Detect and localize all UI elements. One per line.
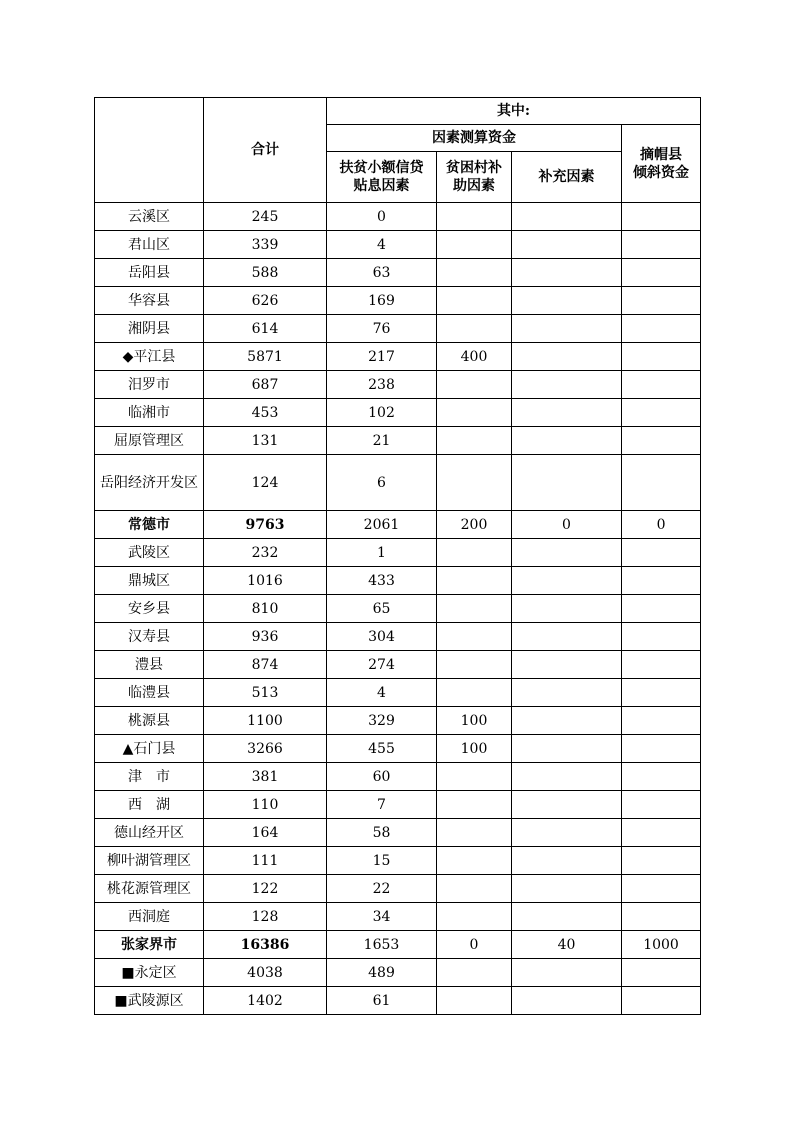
- cell-loan: 238: [327, 371, 437, 399]
- cell-village: [437, 259, 512, 287]
- table-row: [95, 959, 701, 987]
- cell-tilt: [622, 595, 701, 623]
- cell-name: ■武陵源区: [95, 987, 204, 1015]
- table-row: [95, 287, 701, 315]
- table-row: [95, 987, 701, 1015]
- cell-village: [437, 903, 512, 931]
- cell-total: 614: [204, 315, 327, 343]
- cell-name: 临澧县: [95, 679, 204, 707]
- header-village-line1: 贫困村补: [446, 160, 502, 176]
- cell-village: [437, 959, 512, 987]
- table-row: [95, 567, 701, 595]
- cell-loan: 1: [327, 539, 437, 567]
- table-row: [95, 651, 701, 679]
- cell-tilt: [622, 875, 701, 903]
- cell-loan: 60: [327, 763, 437, 791]
- cell-tilt: [622, 203, 701, 231]
- cell-tilt: [622, 371, 701, 399]
- cell-tilt: [622, 903, 701, 931]
- cell-village: [437, 847, 512, 875]
- cell-tilt: [622, 427, 701, 455]
- cell-loan: 58: [327, 819, 437, 847]
- cell-name: 岳阳县: [95, 259, 204, 287]
- header-loan-factor: [327, 152, 437, 203]
- cell-name: 屈原管理区: [95, 427, 204, 455]
- cell-village: [437, 651, 512, 679]
- cell-supplement: [512, 651, 622, 679]
- cell-village: 0: [437, 931, 512, 959]
- cell-name: 桃源县: [95, 707, 204, 735]
- cell-supplement: [512, 231, 622, 259]
- cell-tilt: [622, 791, 701, 819]
- cell-loan: 21: [327, 427, 437, 455]
- table-row: [95, 231, 701, 259]
- cell-supplement: 40: [512, 931, 622, 959]
- header-total: 合计: [204, 98, 327, 203]
- cell-tilt: [622, 231, 701, 259]
- cell-loan: 2061: [327, 511, 437, 539]
- cell-total: 626: [204, 287, 327, 315]
- cell-village: [437, 567, 512, 595]
- cell-supplement: [512, 987, 622, 1015]
- cell-supplement: [512, 595, 622, 623]
- table-row: [95, 455, 701, 511]
- cell-tilt: 0: [622, 511, 701, 539]
- cell-total: 936: [204, 623, 327, 651]
- cell-name: 津 市: [95, 763, 204, 791]
- cell-tilt: [622, 315, 701, 343]
- cell-supplement: [512, 959, 622, 987]
- table-row: [95, 735, 701, 763]
- header-region-blank: [95, 98, 204, 203]
- cell-supplement: [512, 567, 622, 595]
- cell-tilt: [622, 651, 701, 679]
- table-row: [95, 539, 701, 567]
- cell-total: 3266: [204, 735, 327, 763]
- header-village-line2: 助因素: [453, 178, 495, 194]
- cell-supplement: [512, 203, 622, 231]
- cell-name: 澧县: [95, 651, 204, 679]
- cell-tilt: [622, 679, 701, 707]
- cell-village: 100: [437, 735, 512, 763]
- cell-loan: 4: [327, 231, 437, 259]
- header-tilt-line1: 摘帽县: [640, 146, 683, 163]
- cell-loan: 65: [327, 595, 437, 623]
- cell-village: [437, 791, 512, 819]
- cell-loan: 169: [327, 287, 437, 315]
- cell-total: 513: [204, 679, 327, 707]
- table-row: [95, 931, 701, 959]
- table-row: [95, 203, 701, 231]
- cell-village: 200: [437, 511, 512, 539]
- cell-supplement: [512, 315, 622, 343]
- cell-total: 110: [204, 791, 327, 819]
- cell-total: 9763: [204, 511, 327, 539]
- cell-supplement: [512, 539, 622, 567]
- table-row: [95, 791, 701, 819]
- table-row: [95, 623, 701, 651]
- cell-supplement: [512, 287, 622, 315]
- cell-total: 874: [204, 651, 327, 679]
- cell-name: 安乡县: [95, 595, 204, 623]
- table-row: [95, 679, 701, 707]
- header-village-factor: [437, 152, 512, 203]
- cell-total: 5871: [204, 343, 327, 371]
- cell-supplement: [512, 735, 622, 763]
- cell-tilt: [622, 343, 701, 371]
- cell-total: 588: [204, 259, 327, 287]
- cell-supplement: [512, 623, 622, 651]
- cell-supplement: [512, 707, 622, 735]
- cell-name: 桃花源管理区: [95, 875, 204, 903]
- cell-total: 4038: [204, 959, 327, 987]
- cell-supplement: [512, 763, 622, 791]
- cell-name: 云溪区: [95, 203, 204, 231]
- cell-name: 西 湖: [95, 791, 204, 819]
- allocation-table: [94, 97, 701, 1015]
- cell-loan: 15: [327, 847, 437, 875]
- header-tilt-line2: 倾斜资金: [633, 164, 690, 181]
- table-row: [95, 371, 701, 399]
- cell-loan: 102: [327, 399, 437, 427]
- cell-village: [437, 595, 512, 623]
- table-row: [95, 427, 701, 455]
- cell-village: [437, 231, 512, 259]
- cell-tilt: [622, 287, 701, 315]
- cell-supplement: [512, 847, 622, 875]
- cell-supplement: [512, 455, 622, 511]
- cell-village: [437, 315, 512, 343]
- cell-village: [437, 287, 512, 315]
- cell-tilt: [622, 399, 701, 427]
- cell-total: 1100: [204, 707, 327, 735]
- table-body: [95, 203, 701, 1015]
- cell-tilt: [622, 707, 701, 735]
- cell-tilt: [622, 847, 701, 875]
- cell-village: [437, 875, 512, 903]
- cell-supplement: 0: [512, 511, 622, 539]
- cell-loan: 4: [327, 679, 437, 707]
- cell-name: 临湘市: [95, 399, 204, 427]
- table-row: [95, 819, 701, 847]
- header-loan-line2: 贴息因素: [353, 178, 410, 194]
- header-loan-line1: 扶贫小额信贷: [339, 160, 424, 176]
- cell-village: [437, 399, 512, 427]
- cell-village: [437, 987, 512, 1015]
- cell-tilt: [622, 819, 701, 847]
- cell-loan: 76: [327, 315, 437, 343]
- cell-name: 君山区: [95, 231, 204, 259]
- cell-tilt: [622, 259, 701, 287]
- cell-total: 124: [204, 455, 327, 511]
- cell-total: 453: [204, 399, 327, 427]
- cell-total: 16386: [204, 931, 327, 959]
- cell-supplement: [512, 259, 622, 287]
- table-row: [95, 259, 701, 287]
- cell-tilt: [622, 763, 701, 791]
- table-row: [95, 399, 701, 427]
- cell-village: [437, 203, 512, 231]
- cell-tilt: 1000: [622, 931, 701, 959]
- table-row: [95, 847, 701, 875]
- cell-name: 柳叶湖管理区: [95, 847, 204, 875]
- cell-village: [437, 819, 512, 847]
- cell-loan: 61: [327, 987, 437, 1015]
- cell-village: 400: [437, 343, 512, 371]
- cell-name: 汨罗市: [95, 371, 204, 399]
- cell-supplement: [512, 679, 622, 707]
- cell-tilt: [622, 567, 701, 595]
- cell-supplement: [512, 791, 622, 819]
- cell-supplement: [512, 343, 622, 371]
- cell-village: [437, 539, 512, 567]
- table-row: [95, 595, 701, 623]
- table-row: [95, 343, 701, 371]
- cell-loan: 22: [327, 875, 437, 903]
- table-row: [95, 903, 701, 931]
- header-supplement-factor: 补充因素: [512, 152, 622, 203]
- cell-loan: 63: [327, 259, 437, 287]
- cell-total: 687: [204, 371, 327, 399]
- cell-loan: 329: [327, 707, 437, 735]
- cell-loan: 217: [327, 343, 437, 371]
- cell-loan: 455: [327, 735, 437, 763]
- table-row: [95, 511, 701, 539]
- table-row: [95, 763, 701, 791]
- cell-loan: 34: [327, 903, 437, 931]
- cell-name: 德山经开区: [95, 819, 204, 847]
- cell-tilt: [622, 539, 701, 567]
- header-tilt-funds: [622, 125, 701, 203]
- cell-name: 汉寿县: [95, 623, 204, 651]
- cell-village: [437, 427, 512, 455]
- cell-supplement: [512, 399, 622, 427]
- cell-name: 张家界市: [95, 931, 204, 959]
- cell-loan: 7: [327, 791, 437, 819]
- cell-tilt: [622, 959, 701, 987]
- cell-total: 131: [204, 427, 327, 455]
- cell-total: 128: [204, 903, 327, 931]
- cell-village: [437, 763, 512, 791]
- cell-name: 武陵区: [95, 539, 204, 567]
- cell-loan: 433: [327, 567, 437, 595]
- cell-village: [437, 455, 512, 511]
- cell-total: 810: [204, 595, 327, 623]
- cell-total: 232: [204, 539, 327, 567]
- cell-total: 381: [204, 763, 327, 791]
- cell-village: [437, 679, 512, 707]
- cell-name: 西洞庭: [95, 903, 204, 931]
- cell-name: ▲石门县: [95, 735, 204, 763]
- cell-loan: 489: [327, 959, 437, 987]
- cell-loan: 6: [327, 455, 437, 511]
- cell-total: 111: [204, 847, 327, 875]
- cell-name: 鼎城区: [95, 567, 204, 595]
- header-factor-funds: 因素测算资金: [327, 125, 622, 152]
- cell-total: 1016: [204, 567, 327, 595]
- cell-loan: 304: [327, 623, 437, 651]
- cell-village: [437, 623, 512, 651]
- cell-tilt: [622, 623, 701, 651]
- cell-total: 122: [204, 875, 327, 903]
- cell-total: 245: [204, 203, 327, 231]
- cell-tilt: [622, 987, 701, 1015]
- table-row: [95, 707, 701, 735]
- cell-total: 164: [204, 819, 327, 847]
- table-row: [95, 875, 701, 903]
- cell-supplement: [512, 819, 622, 847]
- cell-name: ■永定区: [95, 959, 204, 987]
- cell-total: 339: [204, 231, 327, 259]
- cell-supplement: [512, 371, 622, 399]
- cell-supplement: [512, 427, 622, 455]
- cell-tilt: [622, 735, 701, 763]
- cell-name: ◆平江县: [95, 343, 204, 371]
- cell-village: 100: [437, 707, 512, 735]
- cell-supplement: [512, 903, 622, 931]
- cell-name: 常德市: [95, 511, 204, 539]
- cell-total: 1402: [204, 987, 327, 1015]
- cell-supplement: [512, 875, 622, 903]
- cell-loan: 0: [327, 203, 437, 231]
- cell-loan: 274: [327, 651, 437, 679]
- cell-name: 岳阳经济开发区: [95, 455, 204, 511]
- header-of-which: 其中:: [327, 98, 701, 125]
- cell-tilt: [622, 455, 701, 511]
- cell-name: 华容县: [95, 287, 204, 315]
- cell-loan: 1653: [327, 931, 437, 959]
- cell-village: [437, 371, 512, 399]
- table-row: [95, 315, 701, 343]
- cell-name: 湘阴县: [95, 315, 204, 343]
